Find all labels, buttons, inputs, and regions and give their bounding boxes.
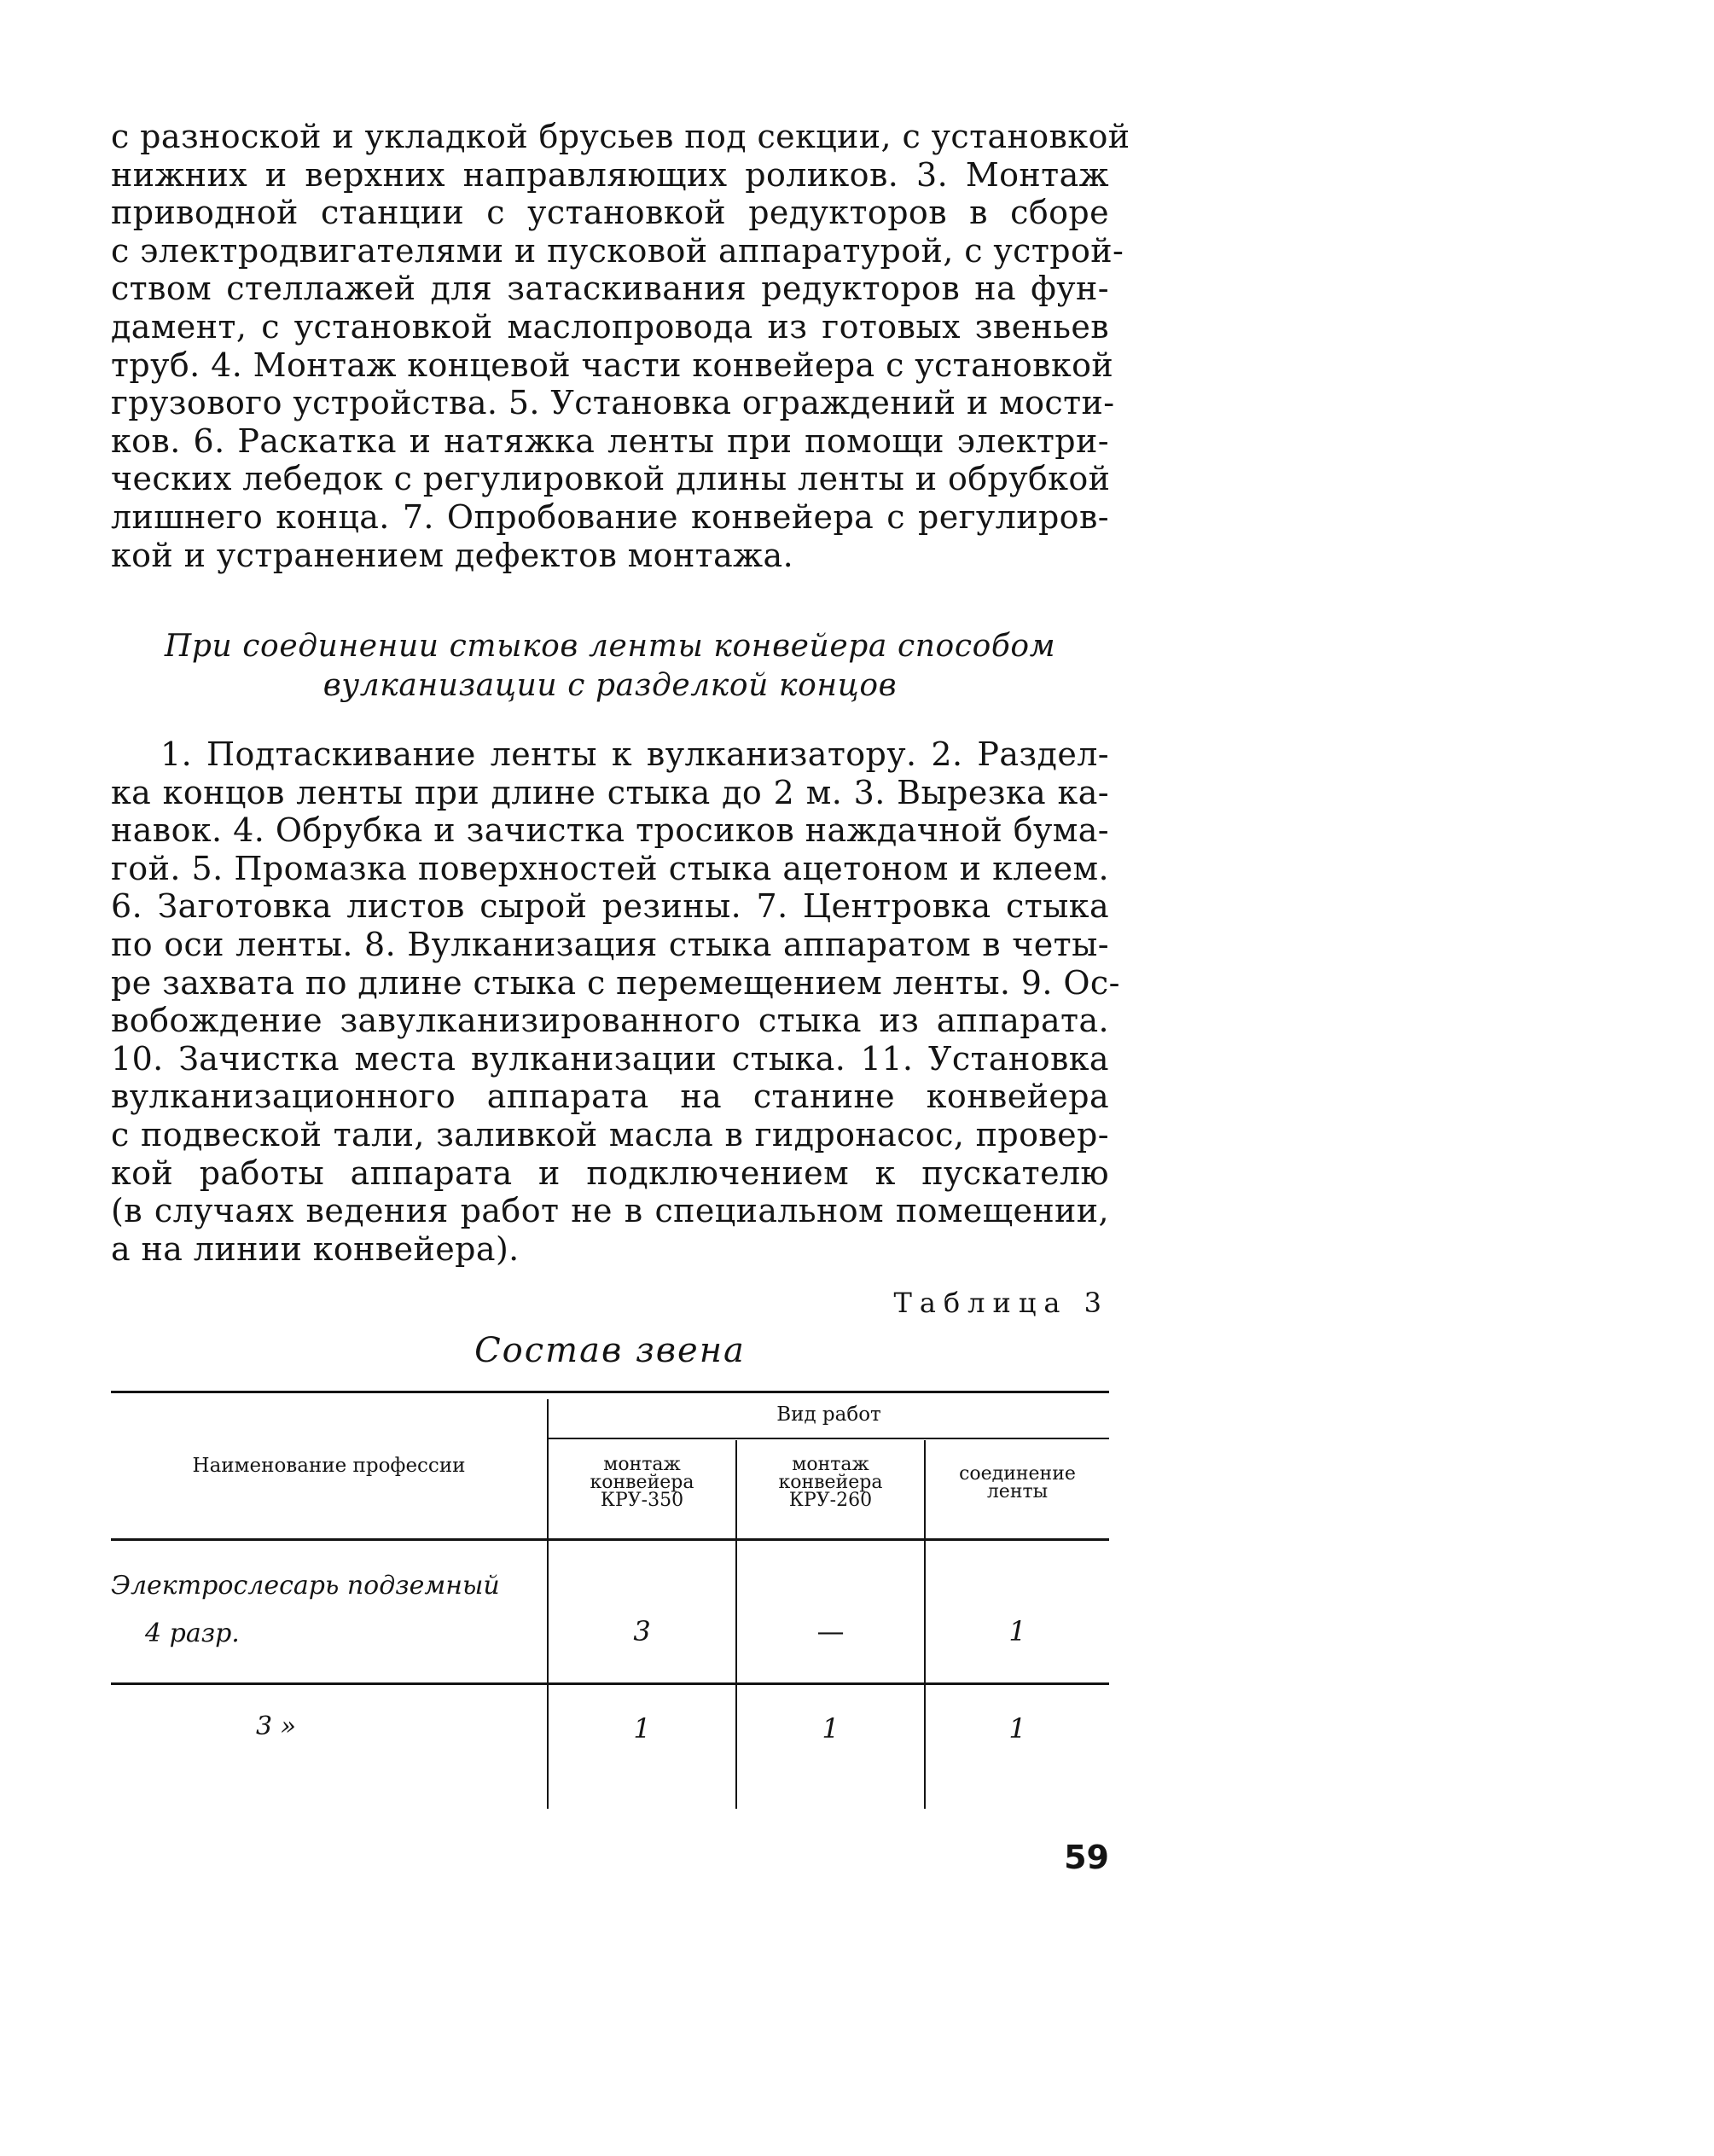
header-column-line: монтаж [603, 1454, 681, 1475]
text-line: ре захвата по длине стыка с перемещением ленты. 9. Ос- [111, 963, 1120, 1002]
text-line: ков. 6. Раскатка и натяжка ленты при помощи электри- [111, 421, 1109, 460]
profession-line: 3 » [256, 1711, 296, 1741]
header-column [737, 1456, 924, 1509]
text-line: лишнего конца. 7. Опробование конвейера с регулиров- [111, 497, 1109, 536]
header-column [549, 1456, 735, 1509]
header-column-line: конвейера [778, 1472, 883, 1493]
header-profession: Наименование профессии [192, 1455, 466, 1477]
profession-line: 4 разр. [145, 1618, 240, 1648]
profession-line: Электрослесарь подземный [111, 1571, 500, 1601]
header-work-type: Вид работ [776, 1403, 881, 1426]
text-line: гой. 5. Промазка поверхностей стыка ацетоном и клеем. [111, 849, 1109, 887]
table-top-rule [111, 1391, 1109, 1393]
text-line: вулканизационного аппарата на станине конвейера [111, 1078, 1109, 1116]
section-heading-line: вулканизации с разделкой концов [322, 668, 898, 703]
text-line: нижних и верхних направляющих роликов. 3. Монтаж [111, 155, 1109, 194]
text-line: приводной станции с установкой редукторов в сборе [111, 194, 1109, 232]
header-column-line: соединение [959, 1463, 1076, 1485]
header-column-line: КРУ-260 [788, 1490, 873, 1511]
paragraph-top [111, 118, 1130, 574]
text-line: с разноской и укладкой брусьев под секции, с установкой [111, 118, 1130, 155]
text-line: дамент, с установкой маслопровода из готовых звеньев [111, 307, 1109, 346]
table-row-profession [111, 1712, 547, 1741]
text-line: ческих лебедок с регулировкой длины ленты и обрубкой [111, 460, 1111, 498]
header-group-rule [549, 1438, 1109, 1439]
header-bottom-rule [111, 1538, 1109, 1541]
text-line: (в случаях ведения работ не в специальном помещении, [111, 1192, 1109, 1230]
text-line: грузового устройства. 5. Установка ограждений и мости- [111, 384, 1115, 422]
paragraph-main [111, 735, 1120, 1268]
table-cell: — [816, 1615, 845, 1648]
text-line: 6. Заготовка листов сырой резины. 7. Центровка стыка [111, 887, 1109, 926]
text-line: с подвеской тали, заливкой масла в гидронасос, провер- [111, 1115, 1109, 1154]
text-line: кой работы аппарата и подключением к пускателю [111, 1154, 1109, 1192]
text-line: а на линии конвейера). [111, 1229, 520, 1268]
section-heading [111, 627, 1109, 706]
header-column [926, 1465, 1109, 1501]
text-line: навок. 4. Обрубка и зачистка тросиков наждачной бума- [111, 811, 1109, 850]
text-line: 1. Подтаскивание ленты к вулканизатору. 2. Раздел- [160, 735, 1109, 773]
header-column-line: монтаж [792, 1454, 869, 1475]
text-line: кой и устранением дефектов монтажа. [111, 536, 794, 574]
page-number: 59 [1064, 1839, 1109, 1876]
table-cell: 1 [1008, 1615, 1026, 1648]
table-cell: 3 [633, 1615, 651, 1648]
table-cell: 1 [633, 1712, 651, 1745]
text-line: с электродвигателями и пусковой аппаратурой, с устрой- [111, 231, 1124, 270]
text-line: труб. 4. Монтаж концевой части конвейера с установкой [111, 346, 1114, 384]
text-line: вобождение завулканизированного стыка из аппарата. [111, 1002, 1109, 1040]
text-line: ка концов ленты при длине стыка до 2 м. 3. Вырезка ка- [111, 773, 1109, 811]
text-line: ством стеллажей для затаскивания редукторов на фун- [111, 270, 1109, 308]
header-column-line: КРУ-350 [600, 1490, 684, 1511]
table-number: Таблица 3 [893, 1287, 1109, 1319]
header-column-line: конвейера [590, 1472, 694, 1493]
table-cell: 1 [1008, 1712, 1026, 1745]
table-title: Состав звена [474, 1331, 746, 1370]
section-heading-line: При соединении стыков ленты конвейера способом [164, 629, 1056, 664]
table-row-profession [111, 1572, 503, 1648]
text-line: по оси ленты. 8. Вулканизация стыка аппаратом в четы- [111, 925, 1109, 963]
header-column-line: ленты [986, 1481, 1049, 1502]
text-line: 10. Зачистка места вулканизации стыка. 11. Установка [111, 1039, 1109, 1078]
table-cell: 1 [822, 1712, 840, 1745]
row-separator-rule [111, 1682, 1109, 1685]
